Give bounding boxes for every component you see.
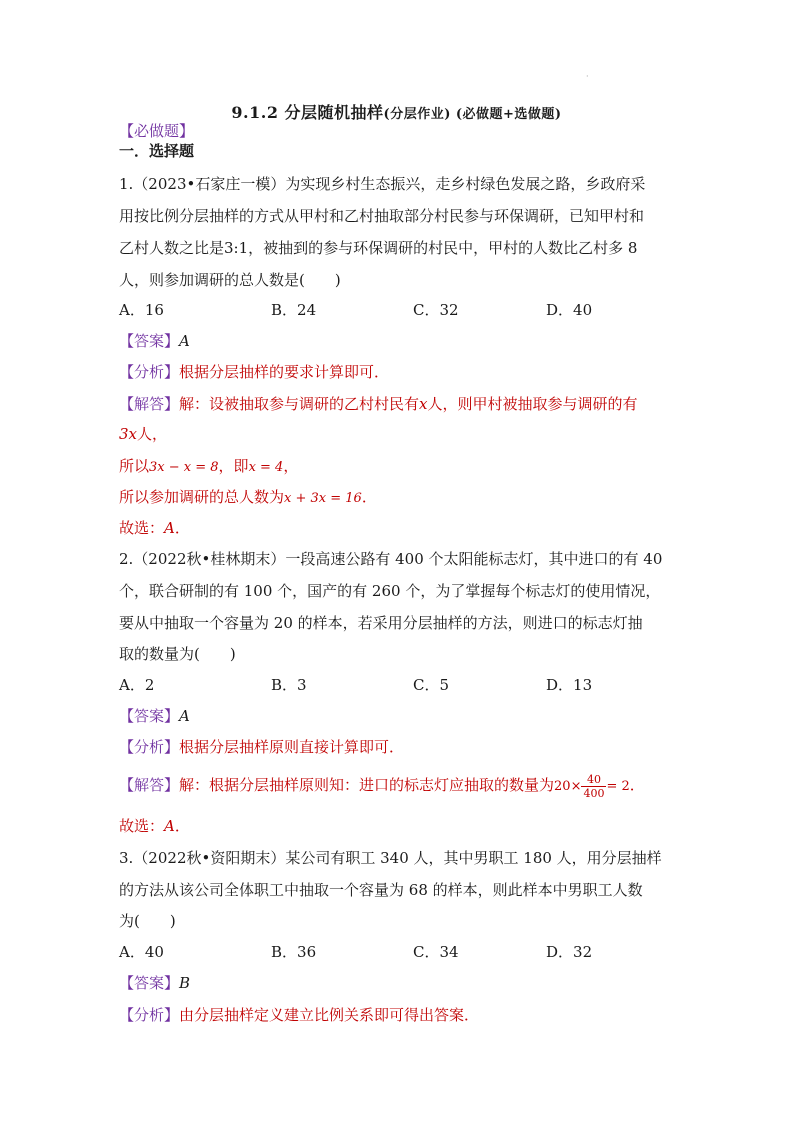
q2-fraction-numerator: 40 bbox=[581, 773, 606, 787]
q2-choose-end: ． bbox=[174, 817, 190, 835]
q2-option-b: B．3 bbox=[271, 676, 307, 694]
q1-choose bbox=[119, 518, 190, 538]
q1-solution-line-1 bbox=[119, 394, 638, 414]
q3-line-1: 3.（2022秋•资阳期末）某公司有职工 340 人，其中男职工 180 人，用分层抽样 bbox=[119, 849, 662, 867]
q3-option-b: B．36 bbox=[271, 943, 317, 961]
corner-mark: · bbox=[586, 72, 589, 81]
q3-analysis-text: 由分层抽样定义建立比例关系即可得出答案． bbox=[179, 1006, 480, 1024]
q3-option-d: D．32 bbox=[546, 943, 593, 961]
q2-choose bbox=[119, 816, 190, 836]
title-sub: (分层作业) (必做题+选做题) bbox=[383, 107, 562, 122]
q1-answer bbox=[119, 331, 190, 351]
q1-solution-3m: 3x − x = 8 bbox=[149, 460, 219, 475]
q2-line-1: 2.（2022秋•桂林期末）一段高速公路有 400 个太阳能标志灯，其中进口的有 40 bbox=[119, 550, 663, 568]
title-main: 9.1.2 分层随机抽样 bbox=[231, 103, 384, 122]
q1-solution-2b: 人， bbox=[137, 425, 168, 443]
q2-line-4: 取的数量为( ) bbox=[119, 645, 236, 663]
q3-answer-value: B bbox=[179, 974, 191, 992]
q1-solution-4m: x + 3x = 16 bbox=[284, 491, 362, 506]
q3-option-c: C．34 bbox=[413, 943, 459, 961]
q2-analysis-tag: 【分析】 bbox=[119, 738, 180, 756]
q1-solution-3b: ，即 bbox=[218, 457, 249, 475]
q1-solution-2x: 3x bbox=[119, 425, 138, 443]
q1-line-3: 乙村人数之比是3:1，被抽到的参与环保调研的村民中，甲村的人数比乙村多 8 bbox=[119, 239, 638, 257]
q3-answer-tag: 【答案】 bbox=[119, 974, 180, 992]
q3-analysis-tag: 【分析】 bbox=[119, 1006, 180, 1024]
q3-line-3: 为( ) bbox=[119, 912, 176, 930]
q2-line-2: 个，联合研制的有 100 个，国产的有 260 个，为了掌握每个标志灯的使用情况， bbox=[119, 582, 661, 600]
q2-solution-m1: 20× bbox=[554, 779, 582, 794]
q2-fraction bbox=[581, 773, 606, 800]
q2-solution-tag: 【解答】 bbox=[119, 776, 180, 794]
q1-line-2: 用按比例分层抽样的方式从甲村和乙村抽取部分村民参与环保调研，已知甲村和 bbox=[119, 207, 645, 225]
q3-answer bbox=[119, 973, 190, 993]
q1-analysis bbox=[119, 362, 389, 382]
q2-analysis-text: 根据分层抽样原则直接计算即可． bbox=[179, 738, 405, 756]
q3-analysis bbox=[119, 1005, 479, 1025]
q2-answer-tag: 【答案】 bbox=[119, 707, 180, 725]
q2-choose-value: A bbox=[164, 817, 175, 835]
q1-solution-3c: ， bbox=[283, 457, 299, 475]
q1-solution-1b: 人，则甲村被抽取参与调研的有 bbox=[427, 395, 638, 413]
q1-analysis-text: 根据分层抽样的要求计算即可． bbox=[179, 363, 390, 381]
q1-answer-tag: 【答案】 bbox=[119, 332, 180, 350]
q2-answer bbox=[119, 706, 190, 726]
q3-option-a: A．40 bbox=[119, 943, 164, 961]
q1-solution-3a: 所以 bbox=[119, 457, 150, 475]
q2-line-3: 要从中抽取一个容量为 20 的样本，若采用分层抽样的方法，则进口的标志灯抽 bbox=[119, 614, 643, 632]
q2-solution-text: 解：根据分层抽样原则知：进口的标志灯应抽取的数量为 bbox=[179, 776, 555, 794]
q1-solution-line-3 bbox=[119, 456, 298, 478]
q1-solution-line-4 bbox=[119, 487, 377, 509]
q1-choose-value: A bbox=[164, 519, 175, 537]
q2-fraction-denominator: 400 bbox=[583, 786, 605, 800]
q1-line-1: 1.（2023•石家庄一模）为实现乡村生态振兴，走乡村绿色发展之路，乡政府采 bbox=[119, 175, 646, 193]
q2-answer-value: A bbox=[179, 707, 190, 725]
q1-solution-4a: 所以参加调研的总人数为 bbox=[119, 488, 285, 506]
q2-solution-end: ． bbox=[629, 776, 645, 794]
section-required: 【必做题】 bbox=[119, 122, 195, 140]
q1-choose-label: 故选： bbox=[119, 519, 165, 537]
q2-choose-label: 故选： bbox=[119, 817, 165, 835]
q1-analysis-tag: 【分析】 bbox=[119, 363, 180, 381]
q1-choose-end: ． bbox=[174, 519, 190, 537]
q3-line-2: 的方法从该公司全体职工中抽取一个容量为 68 的样本，则此样本中男职工人数 bbox=[119, 881, 643, 899]
q1-solution-tag: 【解答】 bbox=[119, 395, 180, 413]
q1-option-c: C．32 bbox=[413, 301, 459, 319]
page-title bbox=[0, 100, 793, 123]
q2-option-d: D．13 bbox=[546, 676, 593, 694]
q1-option-a: A．16 bbox=[119, 301, 164, 319]
q2-analysis bbox=[119, 737, 404, 757]
q1-option-d: D．40 bbox=[546, 301, 593, 319]
q2-solution bbox=[119, 770, 645, 802]
q1-solution-4b: ． bbox=[361, 488, 377, 506]
q2-solution-m2: = 2 bbox=[606, 779, 630, 794]
section-one: 一．选择题 bbox=[119, 142, 195, 160]
q1-solution-3m2: x = 4 bbox=[248, 460, 284, 475]
q1-solution-1a: 解：设被抽取参与调研的乙村村民有 bbox=[179, 395, 420, 413]
q2-option-c: C．5 bbox=[413, 676, 450, 694]
q1-line-4: 人，则参加调研的总人数是( ) bbox=[119, 271, 341, 289]
q1-answer-value: A bbox=[179, 332, 190, 350]
q1-solution-line-2 bbox=[119, 424, 167, 444]
q1-option-b: B．24 bbox=[271, 301, 317, 319]
q2-option-a: A．2 bbox=[119, 676, 155, 694]
q1-solution-1x: x bbox=[419, 395, 428, 413]
